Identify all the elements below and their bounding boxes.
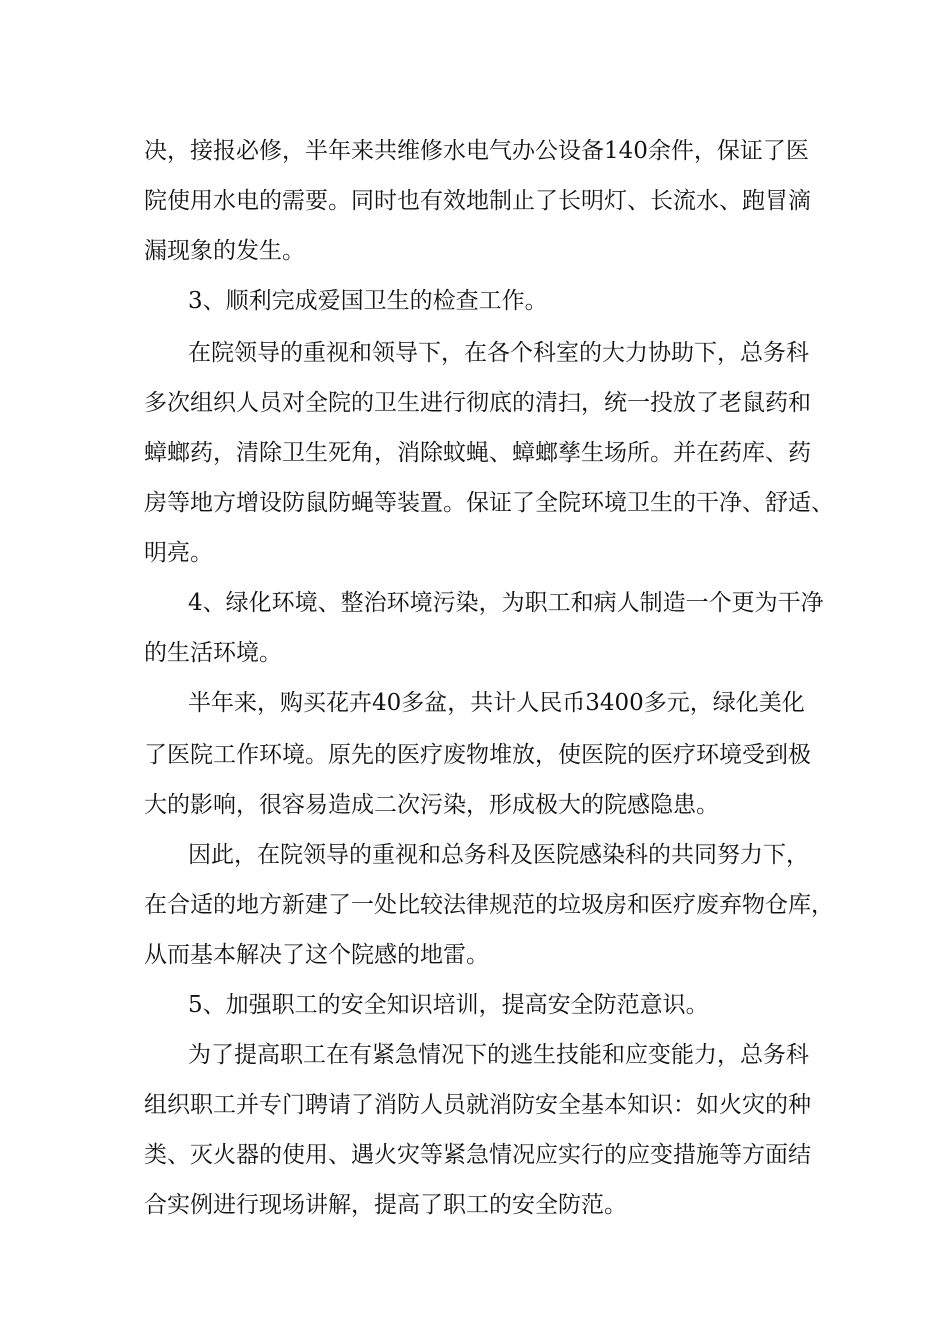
text-line: 半年来，购买花卉40多盆，共计人民币3400多元，绿化美化	[188, 690, 805, 716]
section-heading: 4、绿化环境、整治环境污染，为职工和病人制造一个更为干净	[188, 590, 824, 616]
text-line: 院使用水电的需要。同时也有效地制止了长明灯、长流水、跑冒滴	[144, 188, 811, 214]
text-line: 蟑螂药，清除卫生死角，消除蚊蝇、蟑螂孳生场所。并在药库、药	[144, 440, 811, 466]
text-line: 在院领导的重视和领导下，在各个科室的大力协助下，总务科	[188, 340, 809, 366]
text-line: 了医院工作环境。原先的医疗废物堆放，使医院的医疗环境受到极	[144, 742, 811, 768]
text-line: 的生活环境。	[144, 640, 282, 666]
text-line: 为了提高职工在有紧急情况下的逃生技能和应变能力，总务科	[188, 1042, 809, 1068]
text-line: 从而基本解决了这个院感的地雷。	[144, 942, 489, 968]
text-line: 在合适的地方新建了一处比较法律规范的垃圾房和医疗废弃物仓库，	[144, 892, 834, 918]
text-line: 多次组织人员对全院的卫生进行彻底的清扫，统一投放了老鼠药和	[144, 390, 811, 416]
text-line: 合实例进行现场讲解，提高了职工的安全防范。	[144, 1192, 627, 1218]
text-line: 组织职工并专门聘请了消防人员就消防安全基本知识：如火灾的种	[144, 1092, 811, 1118]
text-line: 因此，在院领导的重视和总务科及医院感染科的共同努力下，	[188, 842, 809, 868]
text-line: 明亮。	[144, 540, 213, 566]
text-line: 大的影响，很容易造成二次污染，形成极大的院感隐患。	[144, 792, 719, 818]
text-line: 房等地方增设防鼠防蝇等装置。保证了全院环境卫生的干净、舒适、	[144, 490, 834, 516]
text-line: 漏现象的发生。	[144, 238, 305, 264]
section-heading: 5、加强职工的安全知识培训，提高安全防范意识。	[188, 992, 709, 1018]
text-line: 决，接报必修，半年来共维修水电气办公设备140余件，保证了医	[144, 138, 809, 164]
text-line: 类、灭火器的使用、遇火灾等紧急情况应实行的应变措施等方面结	[144, 1142, 811, 1168]
section-heading: 3、顺利完成爱国卫生的检查工作。	[188, 288, 548, 314]
